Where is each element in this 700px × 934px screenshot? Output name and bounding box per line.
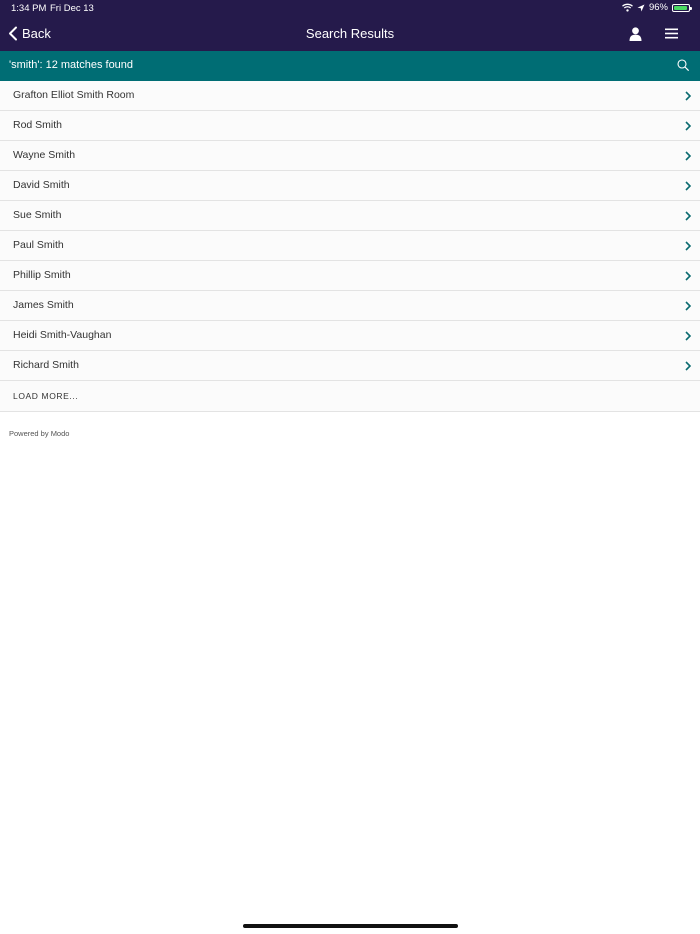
location-icon [637, 4, 645, 12]
result-label: Wayne Smith [13, 149, 76, 161]
page-title: Search Results [305, 26, 395, 41]
home-indicator[interactable] [243, 924, 458, 928]
powered-by-text: Powered by Modo [9, 429, 70, 438]
chevron-right-icon [685, 361, 691, 371]
search-button[interactable] [677, 59, 689, 74]
result-label: David Smith [13, 179, 70, 191]
load-more-label: LOAD MORE... [13, 391, 79, 401]
result-row[interactable] [0, 81, 700, 111]
chevron-right-icon [685, 91, 691, 101]
result-label: Paul Smith [13, 239, 64, 251]
result-row[interactable] [0, 171, 700, 201]
back-label: Back [22, 26, 51, 41]
chevron-right-icon [685, 181, 691, 191]
result-row[interactable] [0, 261, 700, 291]
result-row[interactable] [0, 351, 700, 381]
results-list [0, 81, 700, 412]
user-icon [629, 27, 642, 41]
result-row[interactable] [0, 231, 700, 261]
status-time: 1:34 PM [11, 3, 47, 14]
result-row[interactable] [0, 321, 700, 351]
results-summary: 'smith': 12 matches found [9, 59, 134, 71]
result-label: Phillip Smith [13, 269, 71, 281]
search-icon [677, 59, 689, 71]
load-more-button[interactable] [0, 381, 700, 412]
result-label: Heidi Smith-Vaughan [13, 329, 112, 341]
result-label: Rod Smith [13, 119, 63, 131]
result-row[interactable] [0, 291, 700, 321]
result-label: Sue Smith [13, 209, 62, 221]
wifi-icon [622, 3, 633, 12]
chevron-right-icon [685, 301, 691, 311]
chevron-right-icon [685, 331, 691, 341]
result-row[interactable] [0, 201, 700, 231]
status-bar [0, 0, 700, 16]
result-row[interactable] [0, 111, 700, 141]
results-header [0, 51, 700, 81]
result-label: Richard Smith [13, 359, 79, 371]
result-row[interactable] [0, 141, 700, 171]
battery-icon [672, 4, 690, 12]
battery-percent: 96% [648, 2, 668, 13]
result-label: James Smith [13, 299, 74, 311]
user-button[interactable] [629, 16, 642, 51]
chevron-right-icon [685, 151, 691, 161]
result-label: Grafton Elliot Smith Room [13, 89, 135, 101]
menu-button[interactable] [665, 16, 678, 51]
hamburger-menu-icon [665, 28, 678, 39]
status-indicators [622, 2, 690, 13]
chevron-right-icon [685, 121, 691, 131]
chevron-right-icon [685, 271, 691, 281]
status-date: Fri Dec 13 [50, 3, 94, 14]
chevron-right-icon [685, 211, 691, 221]
nav-bar [0, 16, 700, 51]
chevron-right-icon [685, 241, 691, 251]
